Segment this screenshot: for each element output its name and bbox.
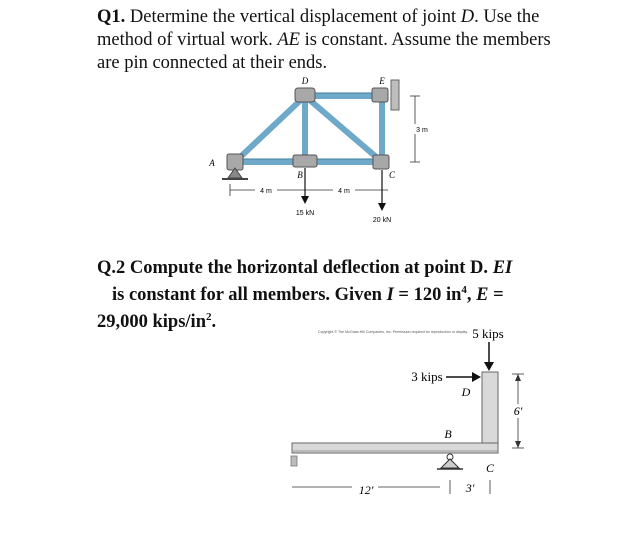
dim-left: 4 m [260, 188, 272, 195]
q2-exponent: 4 [461, 284, 467, 296]
frame-label-c: C [485, 461, 495, 475]
q2-text-part: = [488, 285, 504, 306]
frame-label-b: B [444, 427, 452, 441]
load-arrow-down [484, 362, 494, 371]
frame-dim-height: 6′ [513, 404, 523, 418]
load-b: 15 kN [295, 210, 315, 217]
q2-ei-symbol: EI [492, 258, 513, 278]
left-support [291, 456, 297, 466]
q2-text-part: 29,000 kips/in [97, 312, 206, 333]
q1-number: Q1. [97, 7, 126, 27]
q2-text-part: is constant for all members. Given [112, 285, 387, 306]
q1-ae-symbol: AE [277, 30, 300, 50]
label-c: C [388, 170, 396, 180]
frame-label-d: D [461, 385, 471, 399]
q2-text-part: , [466, 285, 477, 306]
q2-e-symbol: E [476, 285, 489, 306]
copyright-notice: Copyright © The McGraw-Hill Companies, Inc. Permission required for reproduction or display. [318, 330, 468, 334]
load-c: 20 kN [372, 217, 392, 224]
dim-right: 4 m [338, 188, 350, 195]
label-d: D [301, 76, 309, 86]
frame-dim-span: 12′ [358, 483, 374, 497]
load-arrow-right [472, 372, 481, 382]
q2-text-part: . [211, 312, 217, 333]
frame-column [482, 372, 498, 447]
label-a: A [209, 158, 215, 168]
label-b: B [297, 170, 303, 180]
load-top: 5 kips [472, 326, 504, 341]
dim-height: 3 m [416, 127, 428, 134]
q2-text-part: Q.2 Compute the horizontal deflection at point D. [97, 258, 493, 278]
q1-text-part: is constant. Assume the members are pin connected at their ends. [97, 30, 551, 73]
q1-text-part: Determine the vertical displacement of joint [125, 7, 461, 27]
frame-dim-short: 3′ [465, 481, 475, 495]
q2-text-part: = 120 in [393, 285, 462, 306]
q1-text-part: . Use the method of virtual work. [97, 7, 540, 50]
q2-i-symbol: I [386, 285, 394, 306]
q2-exponent: 2 [206, 311, 212, 324]
pin-support-b [441, 459, 459, 468]
q1-joint-symbol: D [460, 7, 475, 27]
label-e: E [379, 76, 385, 86]
load-side: 3 kips [411, 369, 443, 384]
